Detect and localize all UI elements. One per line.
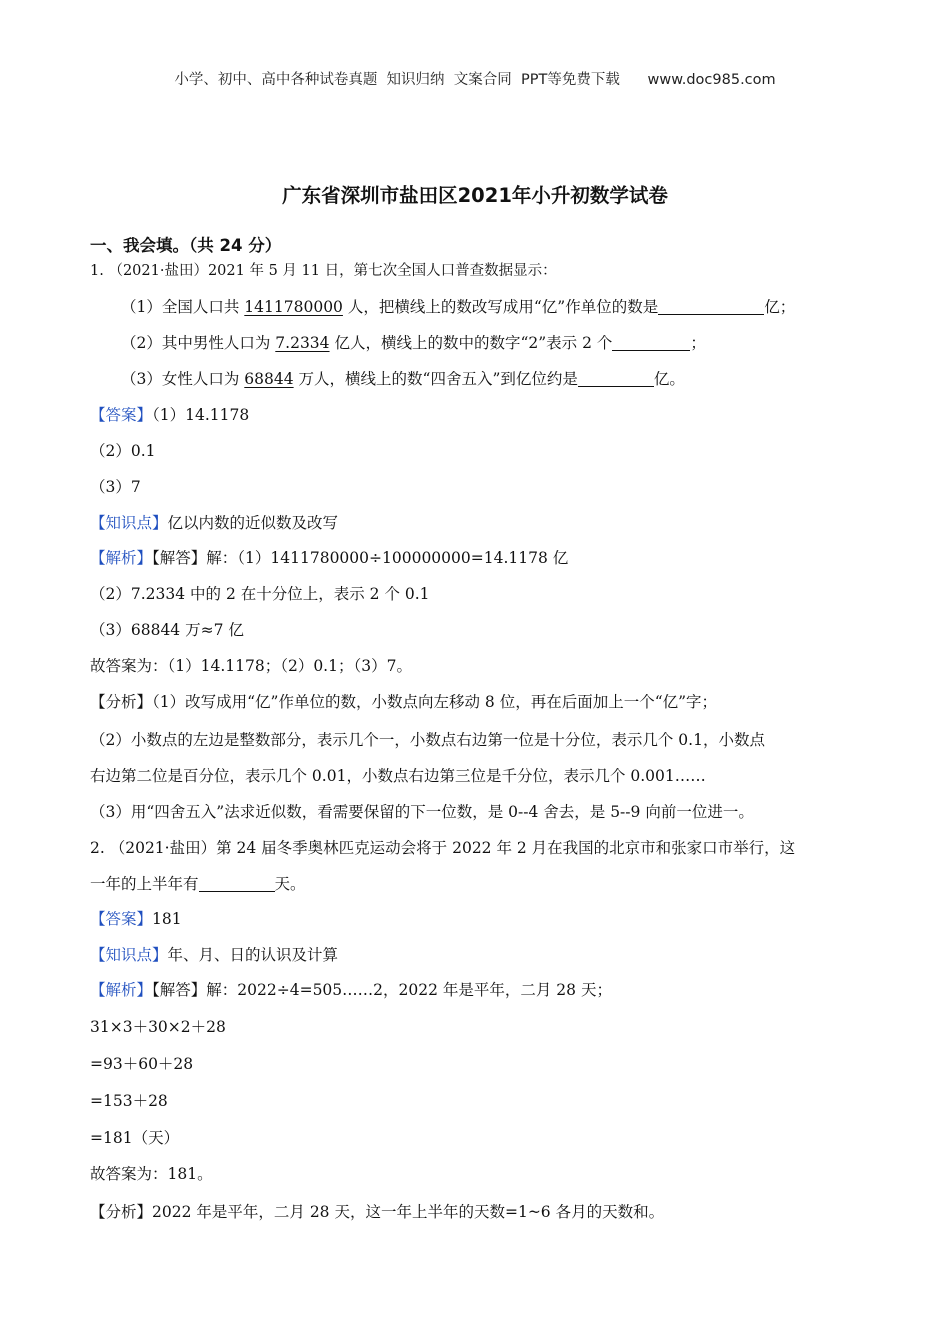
q1-p3-answer-blank[interactable] xyxy=(578,370,654,387)
q2-answer-value: 181 xyxy=(152,910,182,928)
q1-analysis-3: 右边第二位是百分位，表示几个 0.01，小数点右边第三位是千分位，表示几个 0.001…… xyxy=(90,767,706,785)
q2-solution xyxy=(90,978,612,1000)
q1-p2-text: （2）其中男性人口为 xyxy=(121,334,276,352)
q1-answer-2: （2）0.1 xyxy=(90,442,156,460)
q1-answer xyxy=(90,403,249,425)
q1-solution-2: （2）7.2334 中的 2 在十分位上，表示 2 个 0.1 xyxy=(90,585,430,603)
question-1-part-2 xyxy=(121,331,706,353)
q1-solution-3: （3）68844 万≈7 亿 xyxy=(90,621,244,639)
q1-p2-text-2: 亿人，横线上的数中的数字“2”表示 2 个 xyxy=(329,334,613,352)
q2-fenxi-text: 2022 年是平年，二月 28 天，这一年上半年的天数=1~6 各月的天数和。 xyxy=(152,1203,665,1221)
q1-p2-number: 7.2334 xyxy=(275,334,330,352)
answer-tag: 【答案】 xyxy=(90,406,153,424)
q1-p1-number: 1411780000 xyxy=(244,298,343,316)
q1-analysis-1 xyxy=(90,690,717,712)
page-header: 小学、初中、高中各种试卷真题 知识归纳 文案合同 PPT等免费下载 www.doc985.com xyxy=(174,72,776,88)
fenxi-tag: 【分析】 xyxy=(90,693,153,711)
q1-p1-unit: 亿； xyxy=(764,298,796,316)
q1-p1-text-2: 人，把横线上的数改写成用“亿”作单位的数是 xyxy=(342,298,659,316)
q1-p2-answer-blank[interactable] xyxy=(612,334,690,351)
knowledge-point-tag: 【知识点】 xyxy=(90,946,168,964)
q1-solution-1: 解：（1）1411780000÷100000000=14.1178 亿 xyxy=(206,549,569,567)
q1-final-answer: 故答案为：（1）14.1178；（2）0.1；（3）7。 xyxy=(90,657,412,675)
q1-p1-answer-blank[interactable] xyxy=(658,298,764,315)
q1-answer-1: （1）14.1178 xyxy=(152,406,250,424)
solution-tag: 【解答】 xyxy=(152,981,207,999)
knowledge-point-tag: 【知识点】 xyxy=(90,514,168,532)
q1-solution xyxy=(90,546,568,568)
q1-p3-unit: 亿。 xyxy=(653,370,685,388)
q1-analysis-4: （3）用“四舍五入”法求近似数，看需要保留的下一位数，是 0--4 舍去，是 5--9 向前一位进一。 xyxy=(90,803,754,821)
fenxi-tag: 【分析】 xyxy=(90,1203,153,1221)
q1-answer-3: （3）7 xyxy=(90,478,141,496)
question-1-part-3 xyxy=(121,367,685,389)
q1-analysis-2: （2）小数点的左边是整数部分，表示几个一，小数点右边第一位是十分位，表示几个 0.1，小数点 xyxy=(90,731,765,749)
answer-tag: 【答案】 xyxy=(90,910,153,928)
q1-p3-text: （3）女性人口为 xyxy=(121,370,245,388)
q2-stem-text: 一年的上半年有 xyxy=(90,875,199,893)
q1-p3-number: 68844 xyxy=(244,370,294,388)
question-2-stem: 2. （2021·盐田）第 24 届冬季奥林匹克运动会将于 2022 年 2 月在我国的北京市和张家口市举行，这 xyxy=(90,839,796,857)
q2-answer xyxy=(90,907,182,929)
solution-tag: 【解答】 xyxy=(152,549,207,567)
q2-stem-unit: 天。 xyxy=(274,875,306,893)
q1-kp-text: 亿以内数的近似数及改写 xyxy=(167,514,339,532)
q2-kp-text: 年、月、日的认识及计算 xyxy=(167,946,339,964)
question-2-stem-2 xyxy=(90,872,306,894)
q1-fenxi-1: （1）改写成用“亿”作单位的数，小数点向左移动 8 位，再在后面加上一个“亿”字； xyxy=(152,693,718,711)
q2-knowledge-point xyxy=(90,943,338,965)
q1-knowledge-point xyxy=(90,511,338,533)
q2-calc-1: 31×3＋30×2＋28 xyxy=(90,1018,226,1036)
q2-solution-1: 解：2022÷4=505……2，2022 年是平年，二月 28 天； xyxy=(206,981,612,999)
q1-p2-end: ； xyxy=(690,334,706,352)
q2-answer-blank[interactable] xyxy=(199,875,275,892)
analysis-tag: 【解析】 xyxy=(90,549,153,567)
question-1-part-1 xyxy=(121,295,795,317)
q2-final-answer: 故答案为：181。 xyxy=(90,1165,213,1183)
question-1-stem: 1. （2021·盐田）2021 年 5 月 11 日，第七次全国人口普查数据显示： xyxy=(90,263,557,279)
q1-p1-text: （1）全国人口共 xyxy=(121,298,245,316)
analysis-tag: 【解析】 xyxy=(90,981,153,999)
page-title: 广东省深圳市盐田区2021年小升初数学试卷 xyxy=(282,184,668,207)
q2-analysis xyxy=(90,1200,664,1222)
section-heading: 一、我会填。（共 24 分） xyxy=(90,236,282,255)
q1-p3-text-2: 万人，横线上的数“四舍五入”到亿位约是 xyxy=(293,370,578,388)
q2-calc-2: =93＋60＋28 xyxy=(90,1055,194,1073)
q2-calc-4: =181（天） xyxy=(90,1129,180,1147)
q2-calc-3: =153＋28 xyxy=(90,1092,168,1110)
